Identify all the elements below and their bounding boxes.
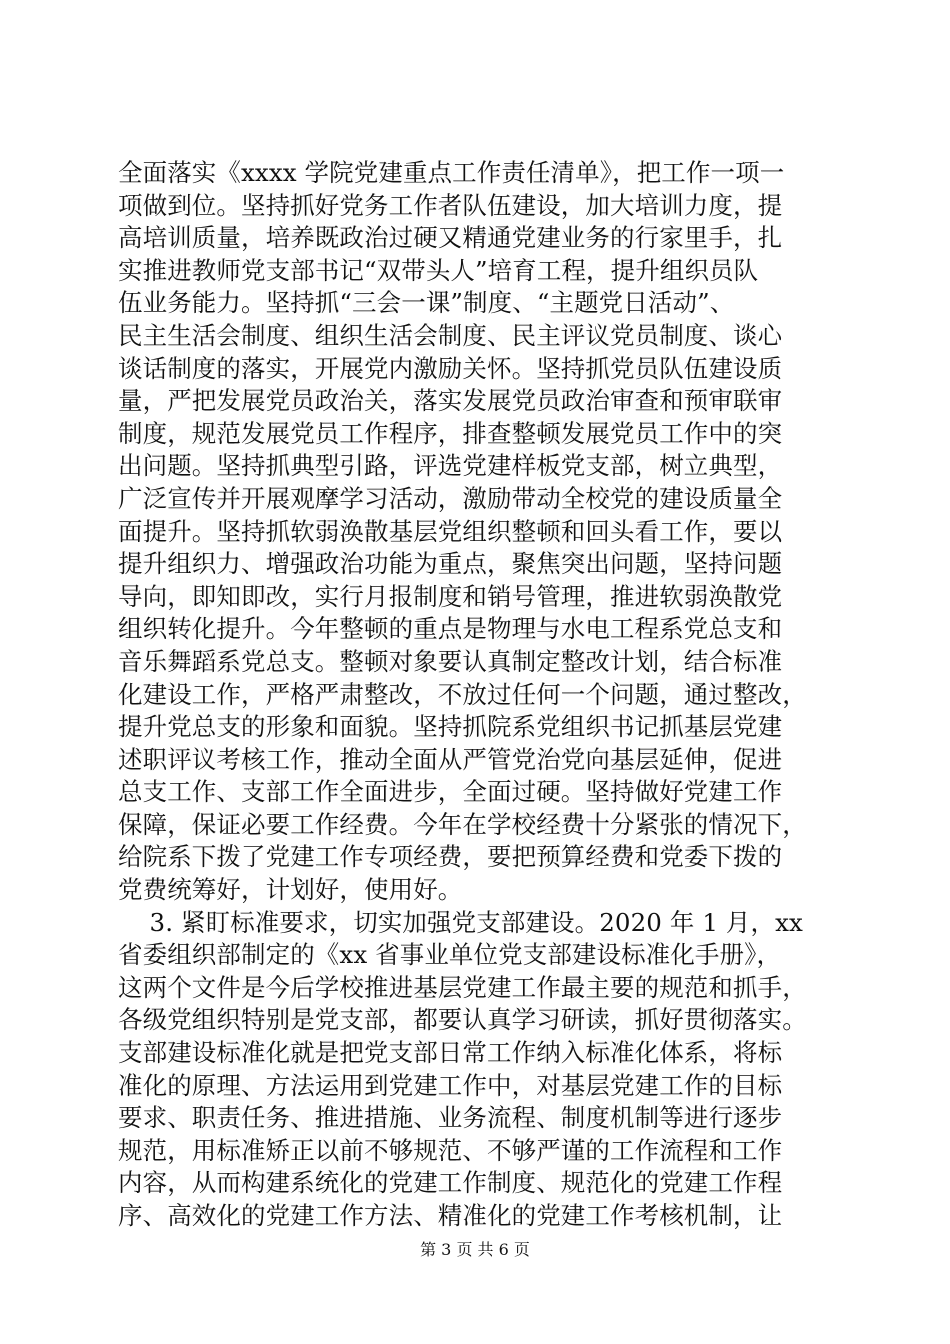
text-line: 序、高效化的党建工作方法、精准化的党建工作考核机制，让 [118,1201,783,1230]
text-line: 谈话制度的落实，开展党内激励关怀。坚持抓党员队伍建设质 [118,353,783,383]
text-line: 高培训质量，培养既政治过硬又精通党建业务的行家里手，扎 [118,223,783,253]
text-line: 规范，用标准矫正以前不够规范、不够严谨的工作流程和工作 [118,1135,783,1165]
text-line: 总支工作、支部工作全面进步，全面过硬。坚持做好党建工作 [118,777,783,807]
text-line: 保障，保证必要工作经费。今年在学校经费十分紧张的情况下， [118,809,807,839]
text-line: 面提升。坚持抓软弱涣散基层党组织整顿和回头看工作，要以 [118,516,783,546]
text-line: 准化的原理、方法运用到党建工作中，对基层党建工作的目标 [118,1070,783,1100]
text-line: 各级党组织特别是党支部，都要认真学习研读，抓好贯彻落实。 [118,1005,807,1035]
text-line: 广泛宣传并开展观摩学习活动，激励带动全校党的建设质量全 [118,483,783,513]
text-line: 提升党总支的形象和面貌。坚持抓院系党组织书记抓基层党建 [118,712,783,742]
text-line: 音乐舞蹈系党总支。整顿对象要认真制定整改计划，结合标准 [118,646,783,676]
text-line: 省委组织部制定的《xx 省事业单位党支部建设标准化手册》， [118,940,782,970]
text-line: 量，严把发展党员政治关，落实发展党员政治审查和预审联审 [118,386,783,416]
text-line: 伍业务能力。坚持抓“三会一课”制度、“主题党日活动”、 [118,288,735,318]
text-line: 这两个文件是今后学校推进基层党建工作最主要的规范和抓手， [118,972,807,1002]
text-line: 项做到位。坚持抓好党务工作者队伍建设，加大培训力度，提 [118,190,783,220]
text-line: 民主生活会制度、组织生活会制度、民主评议党员制度、谈心 [118,320,783,350]
text-line: 出问题。坚持抓典型引路，评选党建样板党支部，树立典型， [118,451,783,481]
text-line: 制度，规范发展党员工作程序，排查整顿发展党员工作中的突 [118,418,783,448]
text-line: 实推进教师党支部书记“双带头人”培育工程，提升组织员队 [118,255,759,285]
text-line: 全面落实《xxxx 学院党建重点工作责任清单》，把工作一项一 [118,158,785,187]
text-line: 述职评议考核工作，推动全面从严管党治党向基层延伸，促进 [118,744,783,774]
text-line: 内容，从而构建系统化的党建工作制度、规范化的党建工作程 [118,1168,783,1198]
text-line: 导向，即知即改，实行月报制度和销号管理，推进软弱涣散党 [118,581,783,611]
page-footer: 第 3 页 共 6 页 [420,1240,530,1259]
text-line: 支部建设标准化就是把党支部日常工作纳入标准化体系，将标 [118,1038,783,1068]
text-line: 要求、职责任务、推进措施、业务流程、制度机制等进行逐步 [118,1103,783,1133]
text-line: 给院系下拨了党建工作专项经费，要把预算经费和党委下拨的 [118,842,783,872]
text-line: 党费统筹好，计划好，使用好。 [118,875,463,905]
body-text [118,157,853,1233]
text-line: 提升组织力、增强政治功能为重点，聚焦突出问题，坚持问题 [118,549,783,579]
text-line: 组织转化提升。今年整顿的重点是物理与水电工程系党总支和 [118,614,783,644]
text-line: 化建设工作，严格严肃整改，不放过任何一个问题，通过整改， [118,679,807,709]
text-line: 3. 紧盯标准要求，切实加强党支部建设。2020 年 1 月，xx [118,907,803,937]
